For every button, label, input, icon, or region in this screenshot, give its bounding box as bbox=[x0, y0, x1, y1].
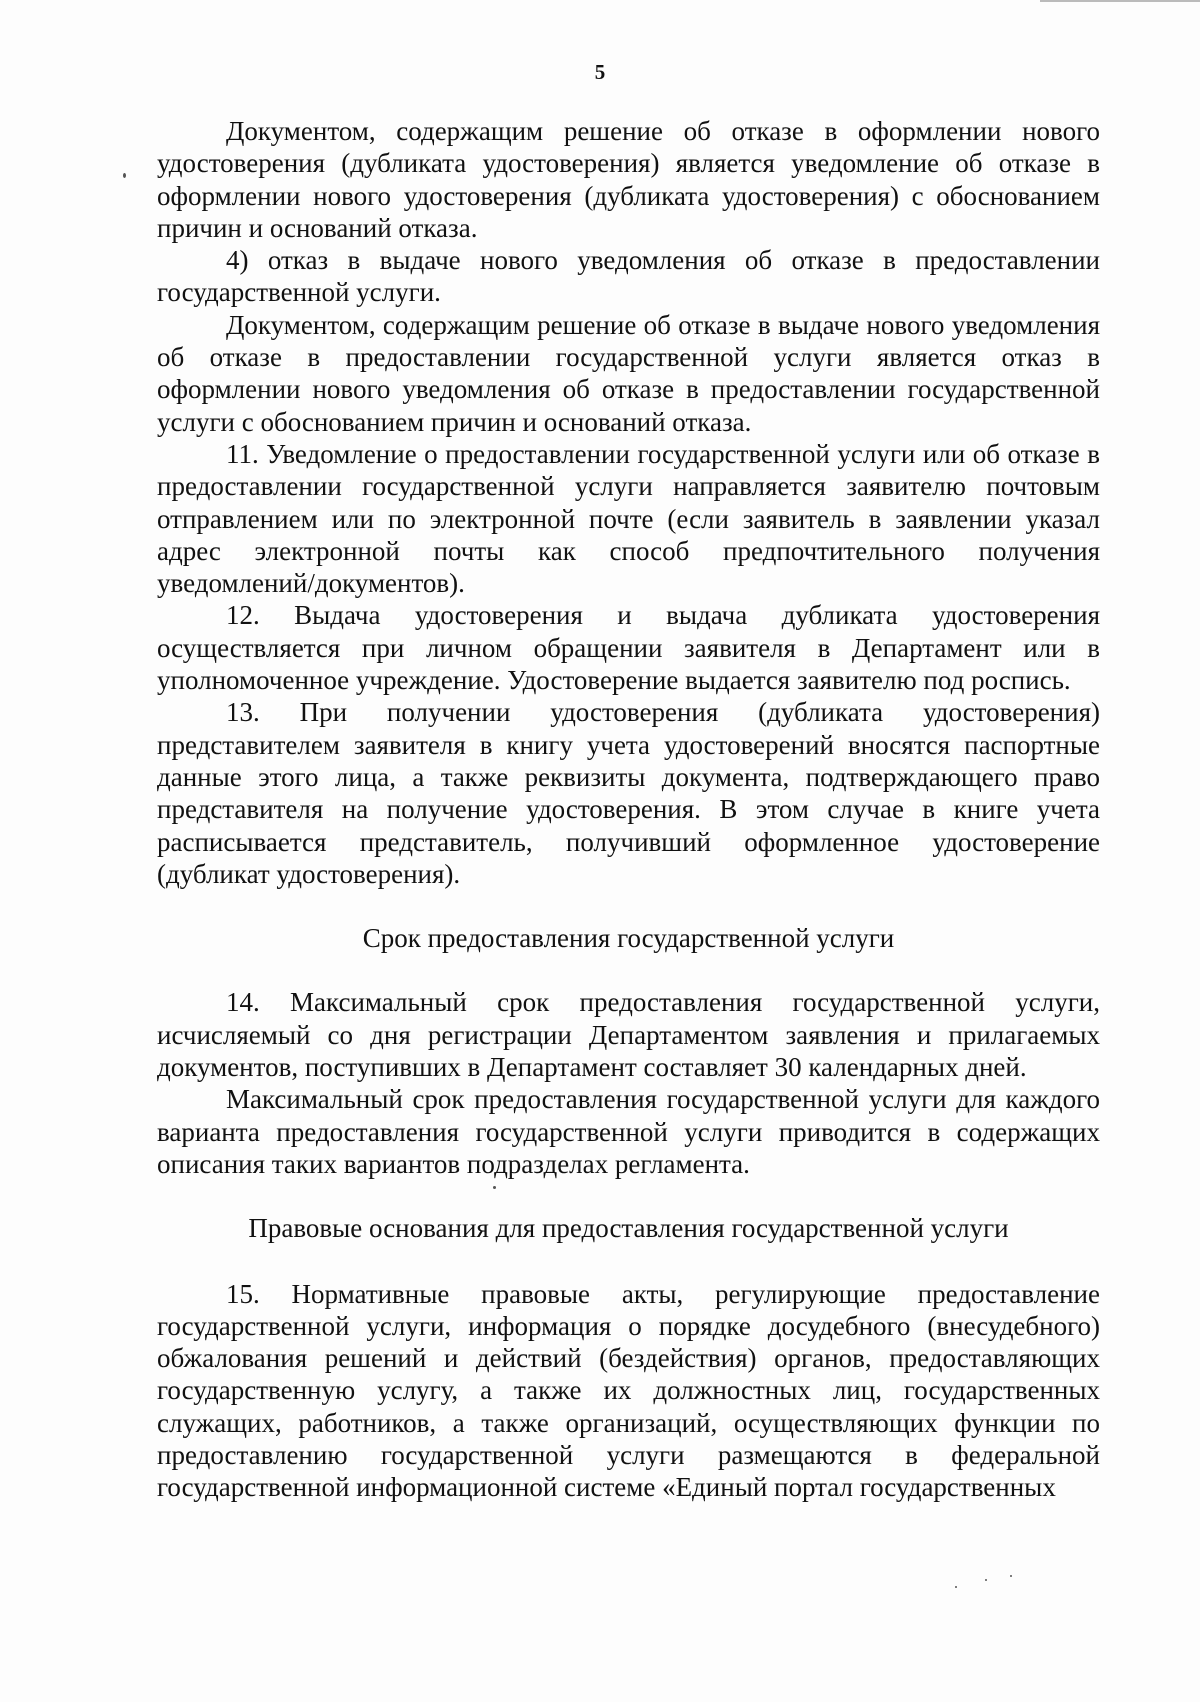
section-heading: Срок предоставления государственной услуги bbox=[362, 923, 895, 954]
document-body bbox=[157, 115, 1100, 1504]
section-heading: Правовые основания для предоставления государственной услуги bbox=[248, 1213, 1009, 1244]
scan-speck bbox=[1010, 1575, 1012, 1577]
scan-speck bbox=[985, 1579, 987, 1581]
paragraph: Документом, содержащим решение об отказе в выдаче нового уведомления об отказе в предоставлении государственной услуги является отказ в оформлении нового уведомления об отказе в предоставлении государственной услуги с обоснованием причин и оснований отказа. bbox=[157, 309, 1100, 437]
paragraph: 13. При получении удостоверения (дубликата удостоверения) представителем заявителя в книгу учета удостоверений вносятся паспортные данные этого лица, а также реквизиты документа, подтверждающего право представителя на получение удостоверения. В этом случае в книге учета расписывается представитель, получивший оформленное удостоверение (дубликат удостоверения). bbox=[157, 697, 1100, 889]
scan-speck bbox=[493, 1186, 496, 1189]
paragraph: 12. Выдача удостоверения и выдача дубликата удостоверения осуществляется при личном обращении заявителя в Департамент или в уполномоченное учреждение. Удостоверение выдается заявителю под роспись. bbox=[157, 600, 1100, 696]
page-number: 5 bbox=[594, 60, 606, 84]
paragraph: Документом, содержащим решение об отказе в оформлении нового удостоверения (дубликата удостоверения) является уведомление об отказе в оформлении нового удостоверения (дубликата удостоверения) с обоснованием причин и оснований отказа. bbox=[157, 116, 1100, 243]
scan-speck bbox=[123, 173, 126, 178]
paragraph: 14. Максимальный срок предоставления государственной услуги, исчисляемый со дня регистрации Департаментом заявления и прилагаемых документов, поступивших в Департамент составляет 30 календарных дней. bbox=[157, 987, 1100, 1083]
paragraph: Максимальный срок предоставления государственной услуги для каждого варианта предоставления государственной услуги приводится в содержащих описания таких вариантов подразделах регламента. bbox=[157, 1084, 1100, 1179]
paragraph: 15. Нормативные правовые акты, регулирующие предоставление государственной услуги, информация о порядке досудебного (внесудебного) обжалования решений и действий (бездействия) органов, предоставляющих государственную услугу, а также их должностных лиц, государственных служащих, работников, а также организаций, осуществляющих функции по предоставлению государственной услуги размещаются в федеральной государственной информационной системе «Единый портал государственных bbox=[157, 1278, 1100, 1503]
scan-edge-mark bbox=[1040, 0, 1200, 2]
paragraph: 4) отказ в выдаче нового уведомления об отказе в предоставлении государственной услуги. bbox=[157, 245, 1100, 308]
scan-speck bbox=[955, 1586, 957, 1588]
paragraph: 11. Уведомление о предоставлении государственной услуги или об отказе в предоставлении государственной услуги направляется заявителю почтовым отправлением или по электронной почте (если заявитель в заявлении указал адрес электронной почты как способ предпочтительного получения уведомлений/документов). bbox=[157, 438, 1100, 599]
